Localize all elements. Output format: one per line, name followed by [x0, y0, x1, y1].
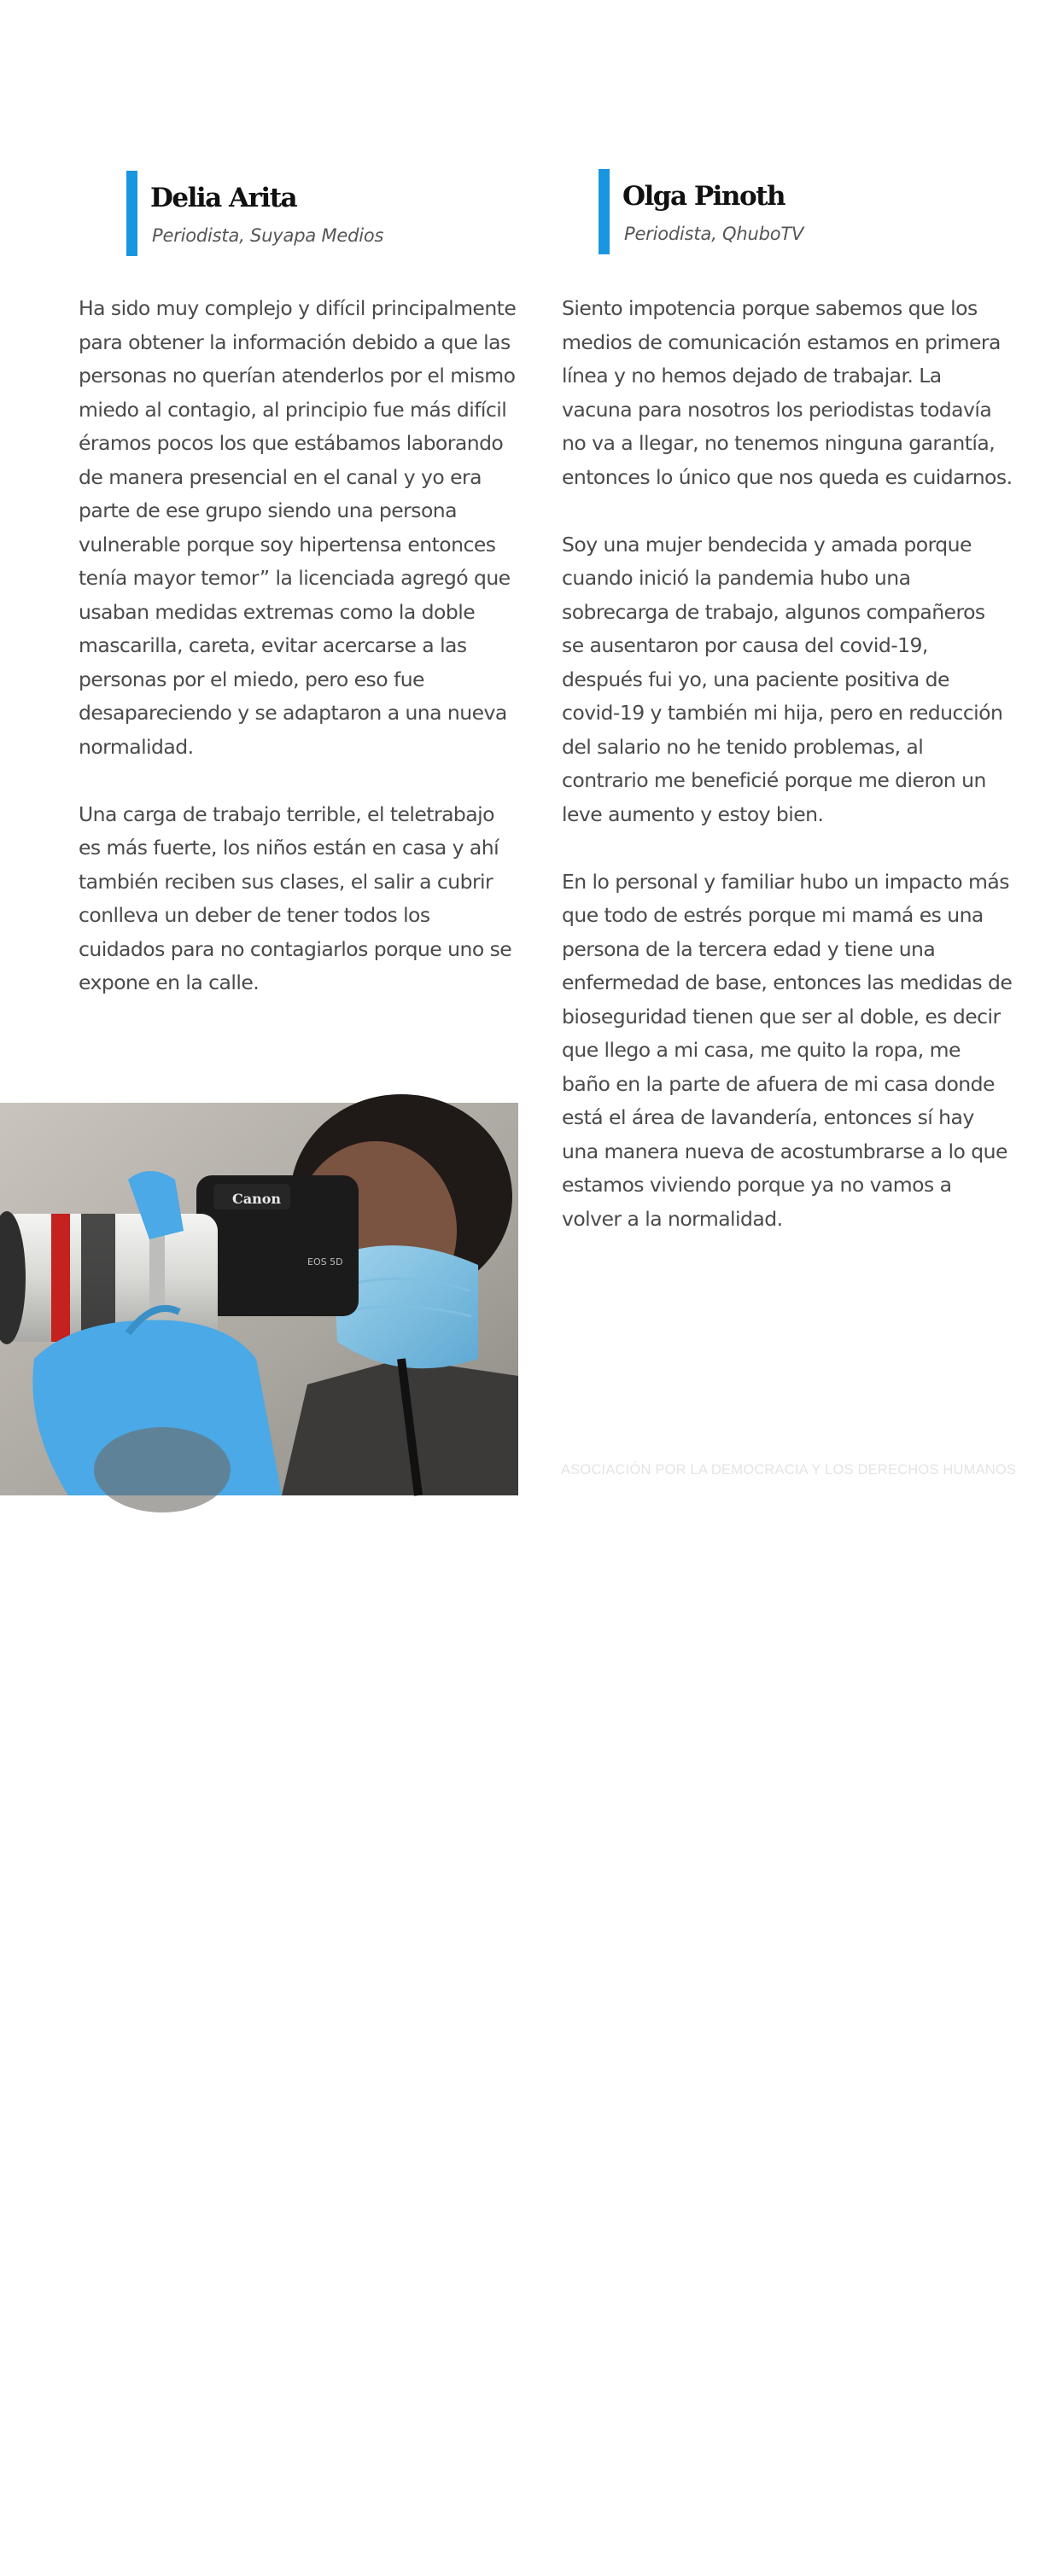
photograph [0, 1103, 518, 2575]
photo-caption: Fotografía Reuters [287, 2554, 444, 2575]
accent-bar [126, 171, 137, 256]
camera-brand-text: Canon [232, 1191, 282, 1207]
author-role: Periodista, Suyapa Medios [152, 225, 384, 246]
paragraph: En lo personal y familiar hubo un impacto más que todo de estrés porque mi mamá es una persona de la tercera edad y tiene una enfermedad de base, entonces las medidas de bioseguridad tienen que ser al doble, es decir que llego a mi casa, me quito la ropa, me baño en la parte de afuera de mi casa donde está el área de lavandería, entonces sí hay una manera nueva de acostumbrarse a lo que estamos viviendo porque ya no vamos a volver a la normalidad. [562, 869, 1013, 1231]
paragraph: Ha sido muy complejo y difícil principalmente para obtener la información debido a que las personas no querían atenderlos por el mismo miedo al contagio, al principio fue más difícil éramos pocos los que estábamos laborando de manera presencial en el canal y yo era parte de ese grupo siendo una persona vulnerable porque soy hipertensa entonces tenía mayor temor” la licenciada agregó que usaban medidas extremas como la doble mascarilla, careta, evitar acercarse a las personas por el miedo, pero eso fue desapareciendo y se adaptaron a una nueva normalidad. [79, 296, 517, 759]
author-name: Olga Pinoth [622, 181, 785, 212]
left-column [79, 292, 521, 1034]
author-role: Periodista, QhuboTV [624, 224, 804, 244]
paragraph: Siento impotencia porque sabemos que los medios de comunicación estamos en primera línea y no hemos dejado de trabajar. La vacuna para nosotros los periodistas todavía no va a llegar, no tenemos ninguna garantía, entonces lo único que nos queda es cuidarnos. [562, 296, 1013, 489]
camera-model-text: EOS 5D [307, 1256, 343, 1268]
right-column [562, 292, 1013, 1270]
author-name: Delia Arita [150, 183, 297, 213]
paragraph: Soy una mujer bendecida y amada porque cuando inició la pandemia hubo una sobrecarga de trabajo, algunos compañeros se ausentaron por causa del covid-19, después fui yo, una paciente positiva de covid-19 y también mi hija, pero en reducción del salario no he tenido problemas, al contrario me beneficié porque me dieron un leve aumento y estoy bien. [562, 532, 1003, 826]
photographer-illustration [0, 1103, 518, 1495]
paragraph: Una carga de trabajo terrible, el teletrabajo es más fuerte, los niños están en casa y ahí también reciben sus clases, el salir a cubrir conlleva un deber de tener todos los cuidados para no contagiarlos porque uno se expone en la calle. [79, 801, 512, 994]
accent-bar [599, 169, 610, 254]
footer-organization: ASOCIACIÓN POR LA DEMOCRACIA Y LOS DERECHOS HUMANOS [561, 1462, 1017, 1477]
